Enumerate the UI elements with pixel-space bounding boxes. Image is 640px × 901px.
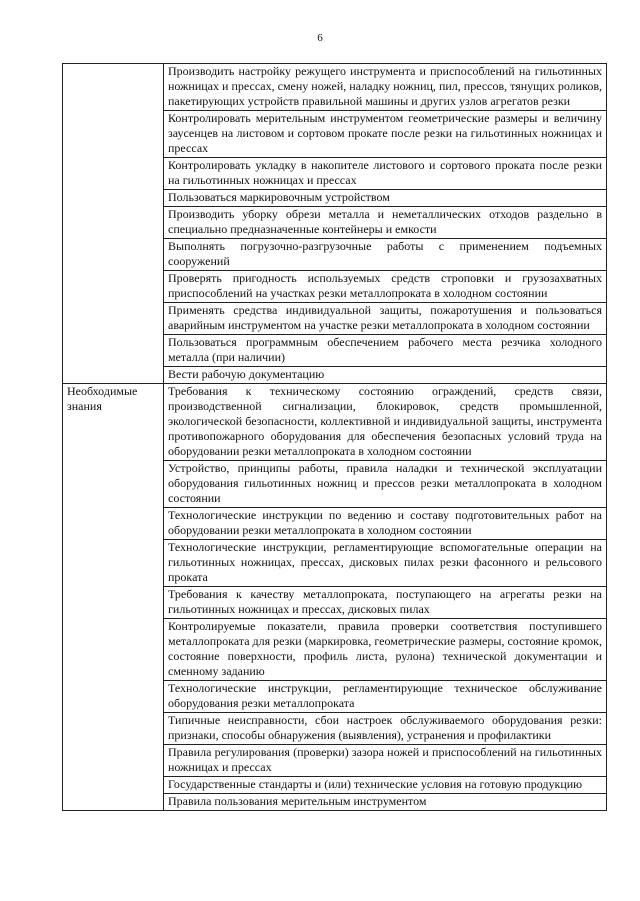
knowledge-item: Требования к качеству металлопроката, поступающего на агрегаты резки на гильотинных ножницах и прессах, дисковых пилах xyxy=(164,587,607,619)
labor-action-item: Выполнять погрузочно-разгрузочные работы с применением подъемных сооружений xyxy=(164,239,607,271)
page-number: 6 xyxy=(317,32,323,44)
knowledge-item: Правила регулирования (проверки) зазора ножей и приспособлений на гильотинных ножницах и прессах xyxy=(164,745,607,777)
labor-action-item: Производить настройку режущего инструмента и приспособлений на гильотинных ножницах и прессах, смену ножей, наладку ножниц, пил, прессов, тянущих роликов, пакетирующих устройств правильной машины и других узлов агрегатов резки xyxy=(164,64,607,111)
knowledge-item: Требования к техническому состоянию ограждений, средств связи, производственной сигнализации, блокировок, средств промышленной, экологической безопасности, коллективной и индивидуальной защиты, инструмента противопожарного оборудования для обеспечения безопасных условий труда на оборудовании резки металлопроката в холодном состоянии xyxy=(164,384,607,461)
knowledge-item: Государственные стандарты и (или) технические условия на готовую продукцию xyxy=(164,777,607,794)
labor-action-item: Вести рабочую документацию xyxy=(164,367,607,384)
table-row xyxy=(63,384,607,461)
knowledge-item: Технологические инструкции, регламентирующие техническое обслуживание оборудования резки металлопроката xyxy=(164,681,607,713)
labor-action-item: Пользоваться программным обеспечением рабочего места резчика холодного металла (при наличии) xyxy=(164,335,607,367)
labor-action-item: Контролировать мерительным инструментом геометрические размеры и величину заусенцев на листовом и сортовом прокате после резки на гильотинных ножницах и прессах xyxy=(164,111,607,158)
labor-action-item: Контролировать укладку в накопителе листового и сортового проката после резки на гильотинных ножницах и прессах xyxy=(164,158,607,190)
table-row xyxy=(63,64,607,111)
labor-action-item: Пользоваться маркировочным устройством xyxy=(164,190,607,207)
knowledge-item: Технологические инструкции, регламентирующие вспомогательные операции на гильотинных ножницах, прессах, дисковых пилах резки фасонного и рельсового проката xyxy=(164,540,607,587)
labor-actions-label xyxy=(63,64,164,384)
labor-action-item: Применять средства индивидуальной защиты, пожаротушения и пользоваться аварийным инструментом на участке резки металлопроката в холодном состоянии xyxy=(164,303,607,335)
knowledge-item: Контролируемые показатели, правила проверки соответствия поступившего металлопроката для резки (маркировка, геометрические размеры, состояние кромок, состояние поверхности, профиль листа, рулона) технической документации и сменному заданию xyxy=(164,619,607,681)
knowledge-item: Технологические инструкции по ведению и составу подготовительных работ на оборудовании резки металлопроката в холодном состоянии xyxy=(164,508,607,540)
labor-action-item: Производить уборку обрези металла и неметаллических отходов раздельно в специально предназначенные контейнеры и емкости xyxy=(164,207,607,239)
requirements-table xyxy=(62,63,607,811)
knowledge-item: Устройство, принципы работы, правила наладки и технической эксплуатации оборудования гильотинных ножниц и прессов резки металлопроката в холодном состоянии xyxy=(164,461,607,508)
labor-action-item: Проверять пригодность используемых средств строповки и грузозахватных приспособлений на участках резки металлопроката в холодном состоянии xyxy=(164,271,607,303)
knowledge-item: Типичные неисправности, сбои настроек обслуживаемого оборудования резки: признаки, способы обнаружения (выявления), устранения и профилактики xyxy=(164,713,607,745)
knowledge-item: Правила пользования мерительным инструментом xyxy=(164,794,607,811)
knowledge-label: Необходимые знания xyxy=(63,384,164,811)
